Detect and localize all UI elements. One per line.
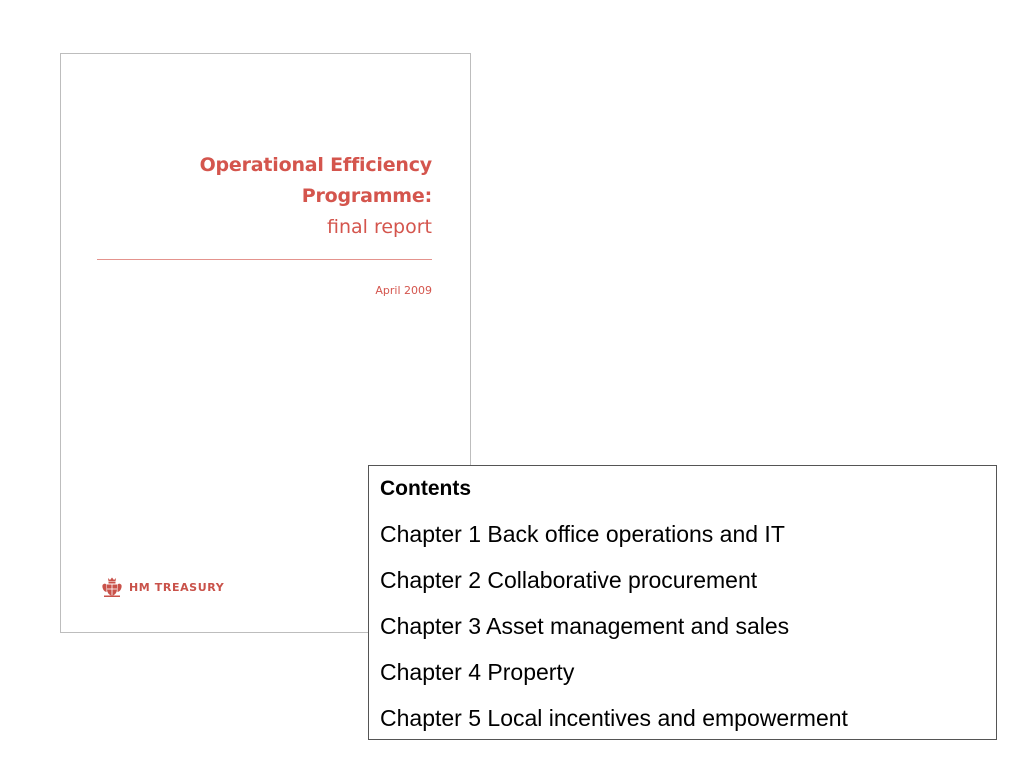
contents-item-chapter-2: Chapter 2 Collaborative procurement (380, 567, 758, 593)
report-title-line-1: Operational Efficiency (199, 154, 432, 176)
report-title (200, 150, 432, 243)
report-date: April 2009 (375, 284, 432, 297)
contents-item-chapter-1: Chapter 1 Back office operations and IT (380, 521, 785, 547)
report-title-line-2: Programme: (301, 185, 432, 207)
contents-item-chapter-3: Chapter 3 Asset management and sales (380, 613, 790, 639)
report-subtitle: final report (326, 216, 432, 238)
contents-item-chapter-5: Chapter 5 Local incentives and empowerment (380, 705, 848, 731)
contents-list (380, 519, 985, 733)
contents-item-chapter-4: Chapter 4 Property (380, 659, 575, 685)
contents-heading: Contents (380, 477, 471, 500)
contents-panel (368, 465, 997, 740)
hm-treasury-logo (101, 576, 224, 598)
organisation-name: HM TREASURY (129, 580, 225, 594)
cover-divider (97, 259, 432, 260)
royal-crest-icon (101, 576, 123, 598)
